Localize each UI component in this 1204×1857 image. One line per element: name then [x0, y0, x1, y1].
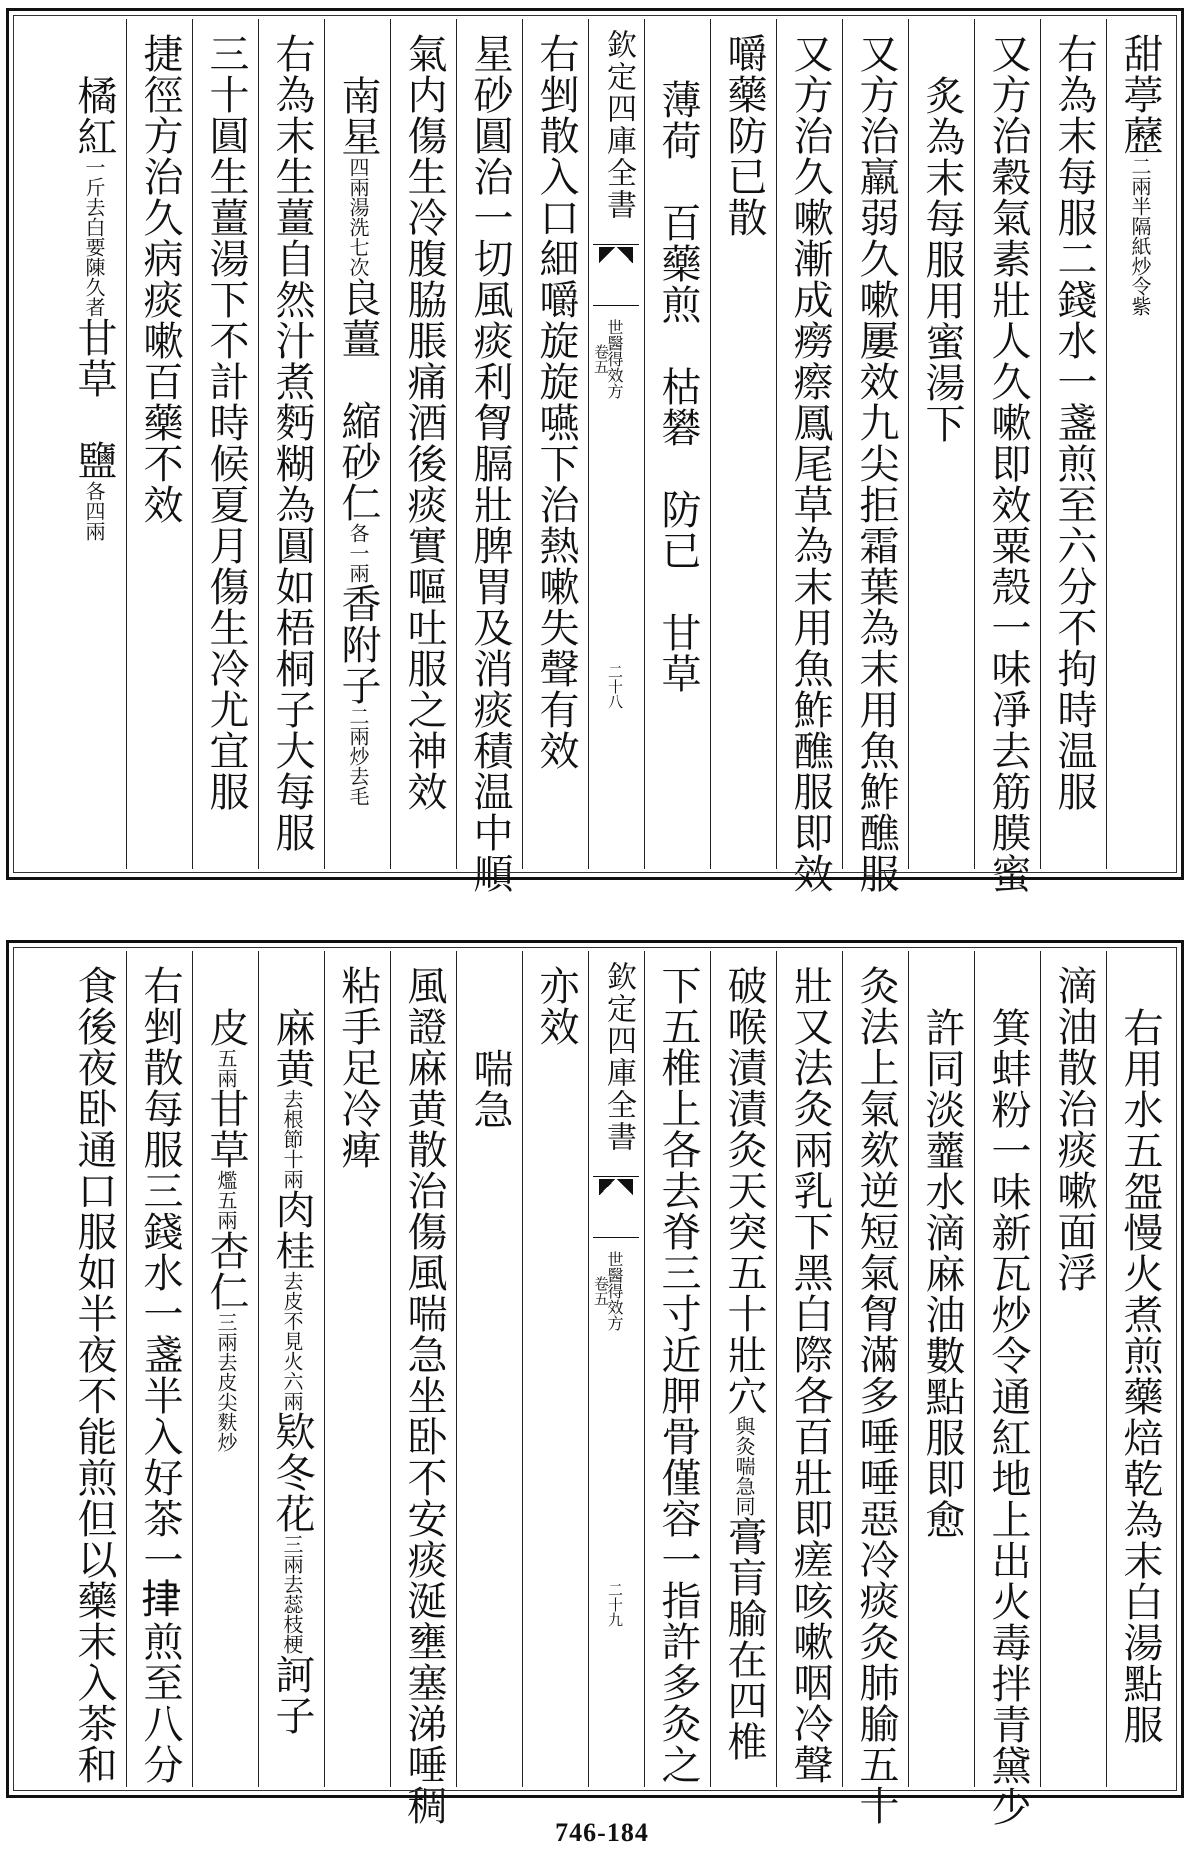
column-rule — [710, 951, 711, 1787]
column-rule — [324, 951, 325, 1787]
text-column: 薄荷 百藥煎 枯礬 防已 甘草 — [655, 79, 701, 694]
text-column: 麻黄去根節十兩肉桂去皮不見火六兩欵冬花三兩去蕊枝梗訶子 — [269, 1007, 315, 1736]
column-rule — [644, 19, 645, 869]
book-title: 欽定四庫全書 — [601, 29, 636, 221]
text-column: 嚼藥防已散 — [721, 33, 767, 238]
folio-number: 二十八 — [606, 664, 624, 709]
text-column: 炙為末每服用蜜湯下 — [919, 75, 965, 444]
column-rule — [456, 19, 457, 869]
text-column: 捷徑方治久病痰嗽百藥不效 — [137, 33, 183, 525]
fishtail-mark-icon — [593, 1176, 639, 1238]
text-column: 喘急 — [467, 1007, 513, 1130]
column-rule — [644, 951, 645, 1787]
text-column: 橘紅一斤去白要陳久者甘草 鹽各四兩 — [71, 75, 117, 541]
text-column: 粘手足冷痺 — [335, 965, 381, 1170]
text-column: 灸法上氣欬逆短氣胷滿多唾唾惡冷痰灸肺腧五十 — [853, 965, 899, 1826]
text-column: 皮五兩甘草爁五兩杏仁三兩去皮尖麩炒 — [203, 1007, 249, 1452]
column-rule — [258, 19, 259, 869]
volume-label: 卷五 — [592, 1276, 610, 1306]
text-column: 破喉漬漬灸天突五十壯穴與灸喘急同膏肓腧在四椎 — [721, 965, 767, 1762]
text-column: 又方治穀氣素壯人久嗽即效粟殼一味凈去筋膜蜜 — [985, 33, 1031, 894]
text-column: 右用水五盌慢火煮煎藥焙乾為末白湯點服 — [1117, 1007, 1163, 1745]
column-rule — [588, 951, 589, 1787]
text-column: 箕蚌粉一味新瓦炒令通紅地上出火毒拌青黛少 — [985, 1007, 1031, 1827]
column-rule — [522, 19, 523, 869]
text-column: 壯又法灸兩乳下黑白際各百壯即瘥咳嗽咽冷聲 — [787, 965, 833, 1785]
text-column: 又方治久嗽漸成癆瘵鳳尾草為末用魚鮓醮服即效 — [787, 33, 833, 894]
page-footer-number: 746-184 — [555, 1818, 649, 1847]
column-rule — [710, 19, 711, 869]
text-column: 又方治羸弱久嗽屢效九尖拒霜葉為末用魚鮓醮服 — [853, 33, 899, 894]
book-name: 世醫得效方 — [605, 1251, 624, 1331]
text-column: 風證麻黄散治傷風喘急坐卧不安痰涎壅塞涕唾稠 — [401, 965, 447, 1826]
book-title: 欽定四庫全書 — [601, 961, 636, 1153]
top-page — [6, 8, 1184, 894]
text-column: 氣内傷生冷腹脇脹痛酒後痰實嘔吐服之神效 — [401, 33, 447, 812]
page-center-fold — [591, 951, 641, 1787]
text-column: 下五椎上各去脊三寸近胛骨僅容一指許多灸之 — [655, 965, 701, 1785]
text-column: 許同淡虀水滴麻油數點服即愈 — [919, 1007, 965, 1540]
column-rule — [842, 951, 843, 1787]
text-column: 右為末每服二錢水一盞煎至六分不拘時温服 — [1051, 33, 1097, 812]
folio-number: 二十九 — [606, 1582, 624, 1627]
column-rule — [1106, 951, 1107, 1787]
page-center-fold — [591, 19, 641, 869]
text-column: 食後夜卧通口服如半夜不能煎但以藥末入茶和 — [71, 965, 117, 1785]
column-rule — [776, 19, 777, 869]
text-column: 右剉散入口細嚼旋旋嚥下治熱嗽失聲有效 — [533, 33, 579, 771]
column-rule — [390, 19, 391, 869]
column-rule — [324, 19, 325, 869]
text-column: 南星四兩湯洗七次良薑 縮砂仁各一兩香附子二兩炒去毛 — [335, 75, 381, 806]
text-column: 亦效 — [533, 965, 579, 1047]
column-rule — [390, 951, 391, 1787]
column-rule — [456, 951, 457, 1787]
text-column: 滴油散治痰嗽面浮 — [1051, 965, 1097, 1293]
column-rule — [908, 951, 909, 1787]
column-rule — [1040, 951, 1041, 1787]
column-rule — [522, 951, 523, 1787]
column-rule — [974, 951, 975, 1787]
column-rule — [1106, 19, 1107, 869]
volume-label: 卷五 — [592, 344, 610, 374]
column-rule — [126, 19, 127, 869]
column-rule — [126, 951, 127, 1787]
top-page-columns — [17, 19, 1173, 894]
column-rule — [1040, 19, 1041, 869]
text-column: 右為末生薑自然汁煮麪糊為圓如梧桐子大每服 — [269, 33, 315, 853]
bottom-page-columns — [17, 951, 1173, 1827]
column-rule — [776, 951, 777, 1787]
column-rule — [192, 951, 193, 1787]
column-rule — [192, 19, 193, 869]
fishtail-mark-icon — [593, 244, 639, 306]
column-rule — [258, 951, 259, 1787]
book-name: 世醫得效方 — [605, 319, 624, 399]
text-column: 三十圓生薑湯下不計時候夏月傷生冷尤宜服 — [203, 33, 249, 812]
text-column: 甜葶藶二兩半隔紙炒令紫 — [1117, 33, 1163, 316]
column-rule — [588, 19, 589, 869]
text-column: 右剉散每服三錢水一盞半入好茶一𢫫煎至八分 — [137, 965, 183, 1785]
bottom-page — [6, 940, 1184, 1827]
column-rule — [842, 19, 843, 869]
column-rule — [908, 19, 909, 869]
text-column: 星砂圓治一切風痰利胷膈壯脾胃及消痰積温中順 — [467, 33, 513, 894]
column-rule — [974, 19, 975, 869]
